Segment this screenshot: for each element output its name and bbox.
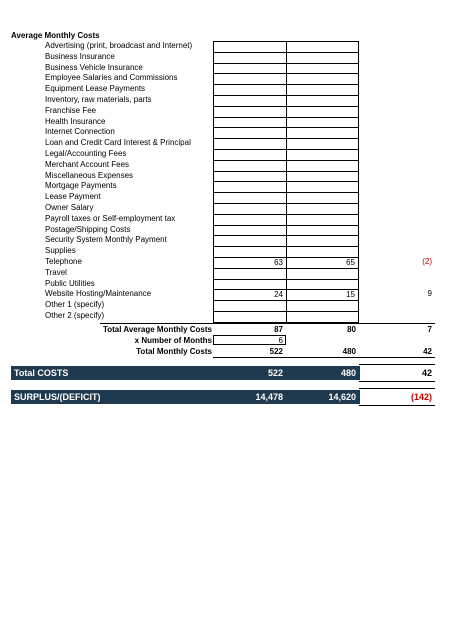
cost-difference-cell <box>359 225 435 236</box>
total-costs-diff-bottom-rule <box>359 381 435 382</box>
cost-row-label: Advertising (print, broadcast and Internet) <box>45 41 193 50</box>
cost-difference-cell: 9 <box>427 289 432 299</box>
cost-value-2-cell[interactable] <box>286 41 359 52</box>
cost-value-1-cell[interactable] <box>213 268 286 279</box>
months-input-box <box>213 335 286 345</box>
cost-row-label: Equipment Lease Payments <box>45 84 146 94</box>
cost-row-label: Loan and Credit Card Interest & Principal <box>45 138 191 148</box>
cost-difference-cell <box>359 311 435 322</box>
section-title: Average Monthly Costs <box>11 31 100 40</box>
cost-value-2-cell[interactable] <box>286 84 359 95</box>
cost-row <box>0 268 450 279</box>
cost-value-1-cell[interactable] <box>213 149 286 160</box>
cost-difference-cell <box>359 73 435 84</box>
cost-value-1-cell[interactable] <box>213 235 286 246</box>
cost-value-1-cell[interactable] <box>213 192 286 203</box>
cost-row <box>0 149 450 160</box>
cost-difference-cell <box>359 300 435 311</box>
cost-row <box>0 225 450 236</box>
cost-row-label: Supplies <box>45 246 76 256</box>
cost-row <box>0 160 450 171</box>
total-monthly-value-1: 522 <box>269 347 283 356</box>
cost-difference-cell <box>359 203 435 214</box>
cost-row <box>0 41 450 52</box>
cost-difference-cell <box>359 63 435 74</box>
cost-value-2-cell[interactable] <box>286 268 359 279</box>
cost-difference-cell <box>359 268 435 279</box>
total-costs-label: Total COSTS <box>14 368 69 378</box>
cost-value-2-cell[interactable] <box>286 63 359 74</box>
cost-value-1-cell[interactable] <box>213 84 286 95</box>
cost-value-1-cell[interactable] <box>213 181 286 192</box>
cost-value-2-cell[interactable] <box>286 214 359 225</box>
cost-row <box>0 73 450 84</box>
cost-row-label: Miscellaneous Expenses <box>45 170 134 180</box>
total-average-value-1: 87 <box>274 325 283 334</box>
surplus-deficit-bar <box>11 390 360 404</box>
cost-row <box>0 171 450 182</box>
cost-row <box>0 138 450 149</box>
cost-row <box>0 235 450 246</box>
cost-row-label: Lease Payment <box>45 192 101 202</box>
cost-value-1-cell[interactable] <box>213 311 286 322</box>
cost-value-2-cell[interactable] <box>286 149 359 160</box>
cost-difference-cell <box>359 181 435 192</box>
total-average-difference: 7 <box>427 325 432 334</box>
cost-row-label: Business Insurance <box>45 51 115 61</box>
cost-value-2-cell[interactable] <box>286 300 359 311</box>
cost-row-label: Other 1 (specify) <box>45 300 105 310</box>
cost-value-1-cell[interactable] <box>213 160 286 171</box>
cost-value-2-cell[interactable] <box>286 171 359 182</box>
cost-value-2-cell[interactable] <box>286 246 359 257</box>
cost-value-2-cell[interactable] <box>286 225 359 236</box>
cost-difference-cell <box>359 279 435 290</box>
cost-row-label: Owner Salary <box>45 203 94 212</box>
cost-row-label: Other 2 (specify) <box>45 311 105 320</box>
cost-difference-cell <box>359 149 435 160</box>
cost-value-2-cell[interactable] <box>286 235 359 246</box>
cost-row <box>0 95 450 106</box>
cost-row-label: Travel <box>45 267 67 277</box>
cost-difference-cell <box>359 235 435 246</box>
cost-value-1-cell[interactable] <box>213 203 286 214</box>
cost-row-label: Mortgage Payments <box>45 181 117 191</box>
cost-row-label: Employee Salaries and Commissions <box>45 73 178 83</box>
cost-row <box>0 181 450 192</box>
total-monthly-costs-label: Total Monthly Costs <box>136 347 212 356</box>
cost-row-label: Postage/Shipping Costs <box>45 224 131 234</box>
cost-value-1-cell[interactable] <box>213 106 286 117</box>
cost-row-label: Security System Monthly Payment <box>45 235 167 245</box>
cost-value-2-cell[interactable] <box>286 279 359 290</box>
cost-difference-cell <box>359 246 435 257</box>
cost-value-2-cell[interactable] <box>286 117 359 128</box>
number-of-months-label: x Number of Months <box>134 336 212 345</box>
cost-row <box>0 84 450 95</box>
cost-row-label: Payroll taxes or Self-employment tax <box>45 213 176 223</box>
cost-row-label: Business Vehicle Insurance <box>45 62 143 72</box>
cost-row-label: Internet Connection <box>45 127 115 137</box>
cost-value-1-cell[interactable] <box>213 63 286 74</box>
cost-row-label: Merchant Account Fees <box>45 159 130 169</box>
surplus-diff-bottom-rule <box>359 405 435 406</box>
cost-value-2-cell[interactable] <box>286 203 359 214</box>
cost-row-label: Website Hosting/Maintenance <box>45 289 152 299</box>
cost-difference-cell <box>359 84 435 95</box>
cost-value-1-cell[interactable] <box>213 52 286 63</box>
surplus-diff-top-rule <box>359 388 435 389</box>
cost-difference-cell <box>359 171 435 182</box>
total-average-monthly-costs-row <box>0 324 450 335</box>
cost-value-2-cell[interactable] <box>286 127 359 138</box>
cost-value-2-cell[interactable]: 15 <box>286 289 359 300</box>
cost-row <box>0 52 450 63</box>
cost-value-1-cell[interactable] <box>213 138 286 149</box>
total-costs-difference: 42 <box>421 368 432 378</box>
cost-row <box>0 289 450 300</box>
cost-value-1-cell[interactable] <box>213 171 286 182</box>
cost-difference-cell: (2) <box>422 257 432 266</box>
surplus-deficit-label: SURPLUS/(DEFICIT) <box>14 392 101 402</box>
total-monthly-value-2: 480 <box>342 347 356 356</box>
cost-difference-cell <box>359 160 435 171</box>
cost-value-2-cell[interactable] <box>286 106 359 117</box>
surplus-value-2: 14,620 <box>328 392 356 402</box>
cost-row <box>0 63 450 74</box>
cost-value-1-cell[interactable] <box>213 127 286 138</box>
cost-row <box>0 246 450 257</box>
number-of-months-value[interactable]: 6 <box>278 336 283 345</box>
cost-value-2-cell[interactable] <box>286 138 359 149</box>
cost-row-label: Health Insurance <box>45 116 106 126</box>
cost-value-2-cell[interactable] <box>286 160 359 171</box>
cost-difference-cell <box>359 106 435 117</box>
cost-difference-cell <box>359 95 435 106</box>
cost-value-1-cell[interactable] <box>213 246 286 257</box>
cost-value-1-cell[interactable] <box>213 41 286 52</box>
cost-row-label: Inventory, raw materials, parts <box>45 95 152 104</box>
cost-difference-cell <box>359 127 435 138</box>
cost-difference-cell <box>359 117 435 128</box>
total-average-value-2: 80 <box>347 325 356 334</box>
cost-difference-cell <box>359 41 435 52</box>
cost-row-label: Telephone <box>45 257 82 266</box>
cost-value-2-cell[interactable] <box>286 181 359 192</box>
cost-value-1-cell[interactable]: 24 <box>213 289 286 300</box>
cost-difference-cell <box>359 214 435 225</box>
cost-row-label: Franchise Fee <box>45 105 97 115</box>
cost-row <box>0 257 450 268</box>
cost-row-label: Public Utilities <box>45 278 95 288</box>
cost-row <box>0 311 450 322</box>
total-costs-bar <box>11 366 360 380</box>
total-costs-value-2: 480 <box>340 368 356 378</box>
cost-value-2-cell[interactable] <box>286 311 359 322</box>
total-monthly-difference: 42 <box>423 347 432 356</box>
total-costs-value-1: 522 <box>267 368 283 378</box>
cost-difference-cell <box>359 52 435 63</box>
cost-value-1-cell[interactable]: 63 <box>213 257 286 268</box>
summary-bottom-rule <box>213 357 435 358</box>
cost-row-label: Legal/Accounting Fees <box>45 149 127 158</box>
cost-value-1-cell[interactable] <box>213 300 286 311</box>
cost-value-2-cell[interactable] <box>286 95 359 106</box>
cost-value-1-cell[interactable] <box>213 73 286 84</box>
cost-row <box>0 117 450 128</box>
cost-value-1-cell[interactable] <box>213 214 286 225</box>
cost-value-2-cell[interactable] <box>286 192 359 203</box>
cost-row <box>0 300 450 311</box>
cost-value-2-cell[interactable] <box>286 52 359 63</box>
cost-row <box>0 279 450 290</box>
total-monthly-costs-row <box>0 346 450 357</box>
total-average-monthly-costs-label: Total Average Monthly Costs <box>102 325 212 334</box>
cost-row <box>0 203 450 214</box>
cost-value-1-cell[interactable] <box>213 225 286 236</box>
total-costs-diff-top-rule <box>359 364 435 365</box>
cost-difference-cell <box>359 138 435 149</box>
summary-top-rule <box>100 323 435 324</box>
cost-value-1-cell[interactable] <box>213 117 286 128</box>
cost-row <box>0 106 450 117</box>
cost-value-1-cell[interactable] <box>213 279 286 290</box>
cost-row <box>0 127 450 138</box>
surplus-value-1: 14,478 <box>255 392 283 402</box>
cost-row <box>0 192 450 203</box>
cost-row <box>0 214 450 225</box>
cost-value-1-cell[interactable] <box>213 95 286 106</box>
surplus-difference: (142) <box>410 392 432 402</box>
cost-value-2-cell[interactable] <box>286 73 359 84</box>
cost-difference-cell <box>359 192 435 203</box>
cost-value-2-cell[interactable]: 65 <box>286 257 359 268</box>
